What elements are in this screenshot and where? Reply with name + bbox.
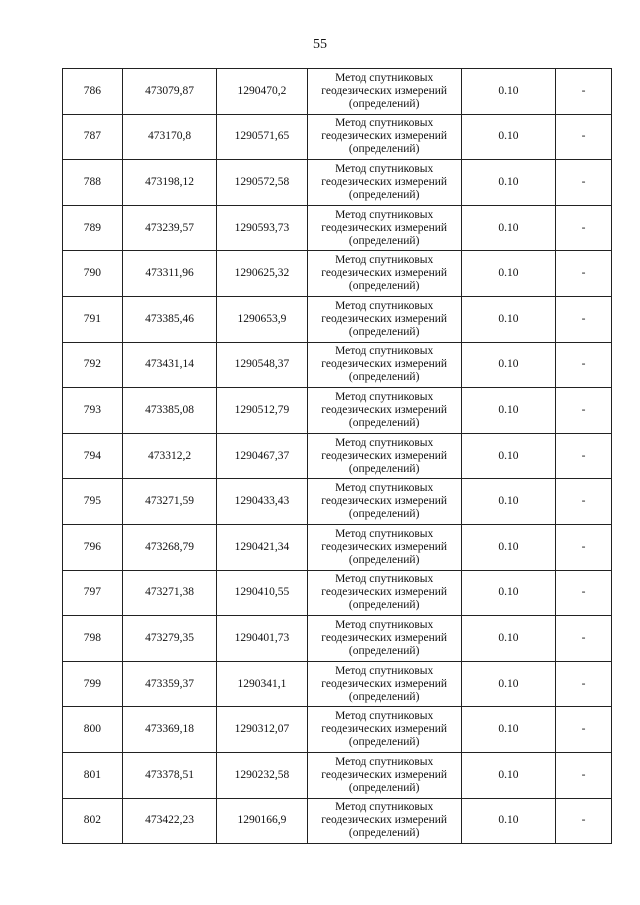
accuracy-cell-text: 0.10 (498, 221, 519, 234)
y-coordinate-cell (217, 524, 307, 570)
x-coordinate-cell-text: 473422,23 (145, 814, 194, 827)
note-cell (556, 616, 612, 662)
accuracy-cell (461, 69, 555, 115)
note-cell (556, 570, 612, 616)
method-cell (307, 570, 461, 616)
x-coordinate-cell (122, 388, 216, 434)
note-cell (556, 160, 612, 206)
point-number-cell-text: 786 (83, 84, 102, 97)
y-coordinate-cell (217, 388, 307, 434)
point-number-cell (63, 524, 123, 570)
table-row (63, 661, 612, 707)
accuracy-cell (461, 479, 555, 525)
y-coordinate-cell-text: 1290572,58 (234, 175, 290, 188)
point-number-cell (63, 661, 123, 707)
accuracy-cell-text: 0.10 (498, 403, 519, 416)
note-cell (556, 752, 612, 798)
point-number-cell (63, 114, 123, 160)
note-cell (556, 524, 612, 570)
y-coordinate-cell (217, 205, 307, 251)
accuracy-cell-text: 0.10 (498, 267, 519, 280)
note-cell-text: - (581, 312, 586, 325)
note-cell-text: - (581, 449, 586, 462)
table-row (63, 798, 612, 844)
y-coordinate-cell (217, 296, 307, 342)
note-cell-text: - (581, 84, 586, 97)
point-number-cell (63, 433, 123, 479)
accuracy-cell-text: 0.10 (498, 768, 519, 781)
point-number-cell-text: 796 (83, 540, 102, 553)
point-number-cell (63, 479, 123, 525)
note-cell-text: - (581, 175, 586, 188)
table-row (63, 296, 612, 342)
x-coordinate-cell (122, 752, 216, 798)
method-cell-text: Метод спутниковых геодезических измерений (определений) (321, 710, 448, 749)
y-coordinate-cell (217, 160, 307, 206)
note-cell (556, 479, 612, 525)
method-cell (307, 616, 461, 662)
note-cell (556, 205, 612, 251)
note-cell (556, 798, 612, 844)
method-cell-text: Метод спутниковых геодезических измерений (определений) (321, 755, 448, 794)
table-row (63, 570, 612, 616)
method-cell (307, 251, 461, 297)
accuracy-cell-text: 0.10 (498, 358, 519, 371)
y-coordinate-cell (217, 69, 307, 115)
accuracy-cell-text: 0.10 (498, 84, 519, 97)
table-row (63, 342, 612, 388)
x-coordinate-cell-text: 473312,2 (147, 449, 192, 462)
accuracy-cell (461, 160, 555, 206)
method-cell (307, 433, 461, 479)
point-number-cell-text: 787 (83, 130, 102, 143)
method-cell (307, 296, 461, 342)
y-coordinate-cell-text: 1290410,55 (234, 586, 290, 599)
accuracy-cell (461, 114, 555, 160)
method-cell-text: Метод спутниковых геодезических измерений (определений) (321, 299, 448, 338)
x-coordinate-cell-text: 473311,96 (145, 267, 194, 280)
x-coordinate-cell-text: 473198,12 (145, 175, 194, 188)
note-cell (556, 114, 612, 160)
note-cell-text: - (581, 768, 586, 781)
table-row (63, 205, 612, 251)
table-row (63, 69, 612, 115)
y-coordinate-cell (217, 616, 307, 662)
accuracy-cell-text: 0.10 (498, 130, 519, 143)
x-coordinate-cell (122, 707, 216, 753)
x-coordinate-cell (122, 433, 216, 479)
method-cell (307, 114, 461, 160)
x-coordinate-cell-text: 473279,35 (145, 631, 194, 644)
accuracy-cell-text: 0.10 (498, 723, 519, 736)
table-row (63, 616, 612, 662)
x-coordinate-cell-text: 473271,59 (145, 495, 194, 508)
point-number-cell (63, 69, 123, 115)
accuracy-cell (461, 433, 555, 479)
x-coordinate-cell (122, 251, 216, 297)
note-cell-text: - (581, 677, 586, 690)
accuracy-cell (461, 570, 555, 616)
method-cell-text: Метод спутниковых геодезических измерений (определений) (321, 254, 448, 293)
point-number-cell (63, 707, 123, 753)
note-cell (556, 296, 612, 342)
note-cell-text: - (581, 586, 586, 599)
x-coordinate-cell (122, 342, 216, 388)
note-cell-text: - (581, 814, 586, 827)
method-cell (307, 160, 461, 206)
accuracy-cell (461, 342, 555, 388)
accuracy-cell-text: 0.10 (498, 312, 519, 325)
method-cell-text: Метод спутниковых геодезических измерений (определений) (321, 482, 448, 521)
x-coordinate-cell (122, 114, 216, 160)
point-number-cell (63, 798, 123, 844)
y-coordinate-cell-text: 1290548,37 (234, 358, 290, 371)
y-coordinate-cell (217, 752, 307, 798)
x-coordinate-cell (122, 160, 216, 206)
x-coordinate-cell-text: 473170,8 (147, 130, 192, 143)
y-coordinate-cell (217, 707, 307, 753)
accuracy-cell-text: 0.10 (498, 586, 519, 599)
accuracy-cell (461, 388, 555, 434)
method-cell-text: Метод спутниковых геодезических измерений (определений) (321, 345, 448, 384)
x-coordinate-cell-text: 473385,08 (145, 403, 194, 416)
point-number-cell (63, 296, 123, 342)
x-coordinate-cell (122, 479, 216, 525)
method-cell-text: Метод спутниковых геодезических измерений (определений) (321, 117, 448, 156)
note-cell-text: - (581, 723, 586, 736)
y-coordinate-cell (217, 570, 307, 616)
y-coordinate-cell-text: 1290593,73 (234, 221, 290, 234)
accuracy-cell (461, 752, 555, 798)
point-number-cell-text: 788 (83, 175, 102, 188)
x-coordinate-cell (122, 205, 216, 251)
y-coordinate-cell (217, 798, 307, 844)
method-cell-text: Метод спутниковых геодезических измерений (определений) (321, 527, 448, 566)
table-row (63, 160, 612, 206)
accuracy-cell-text: 0.10 (498, 631, 519, 644)
note-cell-text: - (581, 130, 586, 143)
point-number-cell-text: 792 (83, 358, 102, 371)
x-coordinate-cell-text: 473079,87 (145, 84, 194, 97)
table-row (63, 707, 612, 753)
table-row (63, 251, 612, 297)
accuracy-cell-text: 0.10 (498, 449, 519, 462)
point-number-cell (63, 616, 123, 662)
y-coordinate-cell-text: 1290312,07 (234, 723, 290, 736)
y-coordinate-cell (217, 433, 307, 479)
y-coordinate-cell-text: 1290421,34 (234, 540, 290, 553)
method-cell-text: Метод спутниковых геодезических измерений (определений) (321, 71, 448, 110)
method-cell (307, 661, 461, 707)
x-coordinate-cell-text: 473378,51 (145, 768, 194, 781)
note-cell-text: - (581, 631, 586, 644)
table-row (63, 479, 612, 525)
x-coordinate-cell-text: 473431,14 (145, 358, 194, 371)
note-cell-text: - (581, 221, 586, 234)
note-cell (556, 388, 612, 434)
method-cell-text: Метод спутниковых геодезических измерений (определений) (321, 618, 448, 657)
y-coordinate-cell (217, 342, 307, 388)
note-cell (556, 433, 612, 479)
method-cell (307, 205, 461, 251)
method-cell-text: Метод спутниковых геодезических измерений (определений) (321, 801, 448, 840)
point-number-cell (63, 570, 123, 616)
y-coordinate-cell (217, 479, 307, 525)
x-coordinate-cell (122, 661, 216, 707)
point-number-cell (63, 752, 123, 798)
point-number-cell-text: 791 (83, 312, 102, 325)
x-coordinate-cell (122, 616, 216, 662)
point-number-cell-text: 795 (83, 495, 102, 508)
note-cell-text: - (581, 267, 586, 280)
x-coordinate-cell-text: 473369,18 (145, 723, 194, 736)
method-cell-text: Метод спутниковых геодезических измерений (определений) (321, 208, 448, 247)
note-cell-text: - (581, 403, 586, 416)
accuracy-cell (461, 798, 555, 844)
method-cell-text: Метод спутниковых геодезических измерений (определений) (321, 664, 448, 703)
accuracy-cell (461, 205, 555, 251)
y-coordinate-cell-text: 1290232,58 (234, 768, 290, 781)
note-cell (556, 69, 612, 115)
x-coordinate-cell-text: 473385,46 (145, 312, 194, 325)
method-cell-text: Метод спутниковых геодезических измерений (определений) (321, 436, 448, 475)
note-cell-text: - (581, 540, 586, 553)
accuracy-cell-text: 0.10 (498, 495, 519, 508)
note-cell-text: - (581, 358, 586, 371)
point-number-cell-text: 789 (83, 221, 102, 234)
accuracy-cell (461, 616, 555, 662)
note-cell-text: - (581, 495, 586, 508)
x-coordinate-cell (122, 296, 216, 342)
y-coordinate-cell-text: 1290341,1 (237, 677, 287, 690)
y-coordinate-cell (217, 251, 307, 297)
x-coordinate-cell (122, 570, 216, 616)
table-row (63, 114, 612, 160)
point-number-cell-text: 802 (83, 814, 102, 827)
y-coordinate-cell-text: 1290653,9 (237, 312, 287, 325)
point-number-cell (63, 205, 123, 251)
table-row (63, 524, 612, 570)
method-cell (307, 388, 461, 434)
point-number-cell-text: 799 (83, 677, 102, 690)
note-cell (556, 342, 612, 388)
method-cell (307, 342, 461, 388)
method-cell (307, 69, 461, 115)
table-row (63, 433, 612, 479)
point-number-cell-text: 797 (83, 586, 102, 599)
y-coordinate-cell-text: 1290512,79 (234, 403, 290, 416)
accuracy-cell (461, 296, 555, 342)
accuracy-cell-text: 0.10 (498, 814, 519, 827)
page-number: 55 (313, 37, 327, 52)
point-number-cell-text: 794 (83, 449, 102, 462)
method-cell-text: Метод спутниковых геодезических измерений (определений) (321, 162, 448, 201)
y-coordinate-cell (217, 661, 307, 707)
method-cell-text: Метод спутниковых геодезических измерений (определений) (321, 573, 448, 612)
y-coordinate-cell-text: 1290571,65 (234, 130, 290, 143)
point-number-cell (63, 388, 123, 434)
y-coordinate-cell (217, 114, 307, 160)
y-coordinate-cell-text: 1290470,2 (237, 84, 287, 97)
x-coordinate-cell-text: 473271,38 (145, 586, 194, 599)
method-cell-text: Метод спутниковых геодезических измерений (определений) (321, 390, 448, 429)
method-cell (307, 798, 461, 844)
accuracy-cell-text: 0.10 (498, 677, 519, 690)
y-coordinate-cell-text: 1290166,9 (237, 814, 287, 827)
point-number-cell-text: 800 (83, 723, 102, 736)
y-coordinate-cell-text: 1290401,73 (234, 631, 290, 644)
point-number-cell-text: 798 (83, 631, 102, 644)
x-coordinate-cell-text: 473268,79 (145, 540, 194, 553)
x-coordinate-cell (122, 69, 216, 115)
table-row (63, 752, 612, 798)
point-number-cell (63, 251, 123, 297)
y-coordinate-cell-text: 1290433,43 (234, 495, 290, 508)
y-coordinate-cell-text: 1290625,32 (234, 267, 290, 280)
note-cell (556, 661, 612, 707)
table-row (63, 388, 612, 434)
method-cell (307, 707, 461, 753)
accuracy-cell-text: 0.10 (498, 540, 519, 553)
x-coordinate-cell (122, 798, 216, 844)
note-cell (556, 251, 612, 297)
note-cell (556, 707, 612, 753)
point-number-cell (63, 342, 123, 388)
accuracy-cell (461, 524, 555, 570)
y-coordinate-cell-text: 1290467,37 (234, 449, 290, 462)
accuracy-cell (461, 661, 555, 707)
x-coordinate-cell-text: 473239,57 (145, 221, 194, 234)
point-number-cell (63, 160, 123, 206)
x-coordinate-cell (122, 524, 216, 570)
accuracy-cell-text: 0.10 (498, 175, 519, 188)
point-number-cell-text: 790 (83, 267, 102, 280)
point-number-cell-text: 801 (83, 768, 102, 781)
method-cell (307, 752, 461, 798)
x-coordinate-cell-text: 473359,37 (145, 677, 194, 690)
point-number-cell-text: 793 (83, 403, 102, 416)
accuracy-cell (461, 707, 555, 753)
method-cell (307, 479, 461, 525)
coordinates-table (62, 68, 612, 844)
accuracy-cell (461, 251, 555, 297)
coordinates-table-body (63, 69, 612, 844)
method-cell (307, 524, 461, 570)
